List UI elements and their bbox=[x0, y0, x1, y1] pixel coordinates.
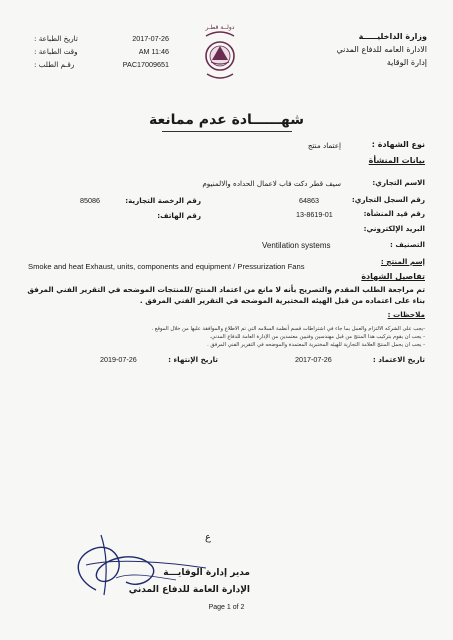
license-label: رقم الرخصة التجارية: bbox=[125, 196, 201, 205]
print-time-label: وقت الطباعة : bbox=[34, 47, 78, 56]
cert-type-value: إعتماد منتج bbox=[307, 141, 341, 150]
signature-initial: ع bbox=[205, 532, 211, 543]
notes-heading: ملاحظات : bbox=[387, 310, 425, 319]
approval-date-label: تاريخ الاعتماد : bbox=[372, 355, 425, 364]
note-item: - يجب ان يحمل المنتج العلامة التجارية للهيئه المختبرية المعتمدة والموضحه في التقرير الفني المرفق . bbox=[207, 342, 425, 348]
origin-heading: بيانات المنشأة bbox=[368, 156, 425, 165]
registry-value: 13-8619-01 bbox=[296, 210, 333, 219]
approval-date: 2017-07-26 bbox=[295, 355, 332, 364]
trade-name-value: سيف قطر دكت فاب لاعمال الحداده والالمنيوم bbox=[202, 179, 341, 188]
details-heading: تفاصيل الشهادة bbox=[361, 272, 425, 281]
print-info bbox=[34, 32, 169, 71]
ministry-name: وزارة الداخليـــــة bbox=[358, 32, 427, 41]
cert-type-label: نوع الشهادة : bbox=[371, 140, 425, 149]
email-label: البريد الإلكتروني: bbox=[363, 224, 425, 233]
qatar-emblem-icon bbox=[203, 30, 237, 84]
expiry-date-label: تاريخ الإنتهاء : bbox=[168, 355, 218, 364]
cr-value: 64863 bbox=[299, 196, 319, 205]
signature-department: الإدارة العامة للدفاع المدني bbox=[128, 585, 250, 595]
section-name: إدارة الوقاية bbox=[386, 58, 427, 67]
trade-name-label: الاسم التجاري: bbox=[372, 178, 425, 187]
ministry-header bbox=[337, 30, 427, 69]
product-value: Smoke and heat Exhaust, units, components and equipment / Pressurization Fans bbox=[28, 262, 305, 271]
registry-label: رقم قيد المنشأة: bbox=[363, 209, 425, 218]
classification-value: Ventilation systems bbox=[262, 241, 331, 250]
print-date-label: تاريخ الطباعة : bbox=[34, 34, 78, 43]
print-date: 2017-07-26 bbox=[132, 34, 169, 43]
license-value: 85086 bbox=[80, 196, 100, 205]
request-label: رقـم الطلب : bbox=[34, 60, 75, 69]
signature-title: مدير إدارة الوقايـــة bbox=[163, 568, 250, 578]
details-text: تم مراجعة الطلب المقدم والتصريح بأنه لا مانع من اعتماد المنتج /للمنتجات الموضحه في التقرير الفني المرفق بناء على اعتماده من قبل الهيئه المختبرية الموضحه في التقرير الفني المرفق . bbox=[27, 285, 425, 305]
print-time: AM 11:46 bbox=[138, 47, 169, 56]
note-item: -يجب على الشركه الالتزام والعمل بما جاء في اشتراطات قسم أنظمة السلامه التي تم الاطلاع والموافقة عليها من خلال الموقع . bbox=[151, 326, 425, 332]
title-underline bbox=[162, 131, 292, 132]
product-label: إسم المنتج : bbox=[380, 257, 425, 266]
request-number: PAC17009651 bbox=[122, 60, 169, 69]
classification-label: التصنيف : bbox=[390, 240, 425, 249]
note-item: - يجب ان يقوم بتركيب هذا المنتج من قبل مهندسين وفنيين معتمدين من الإدارة العامة للدفاع المدني. bbox=[209, 334, 425, 340]
department-name: الادارة العامه للدفاع المدني bbox=[336, 45, 427, 54]
page-number: Page 1 of 2 bbox=[208, 604, 245, 611]
phone-label: رقم الهاتف: bbox=[157, 211, 201, 220]
cr-label: رقم السجل التجاري: bbox=[351, 195, 425, 204]
page-title: شهــــــادة عدم ممانعة bbox=[148, 112, 305, 128]
expiry-date: 2019-07-26 bbox=[100, 355, 137, 364]
emblem-text: دولــة قطـر bbox=[205, 24, 235, 31]
